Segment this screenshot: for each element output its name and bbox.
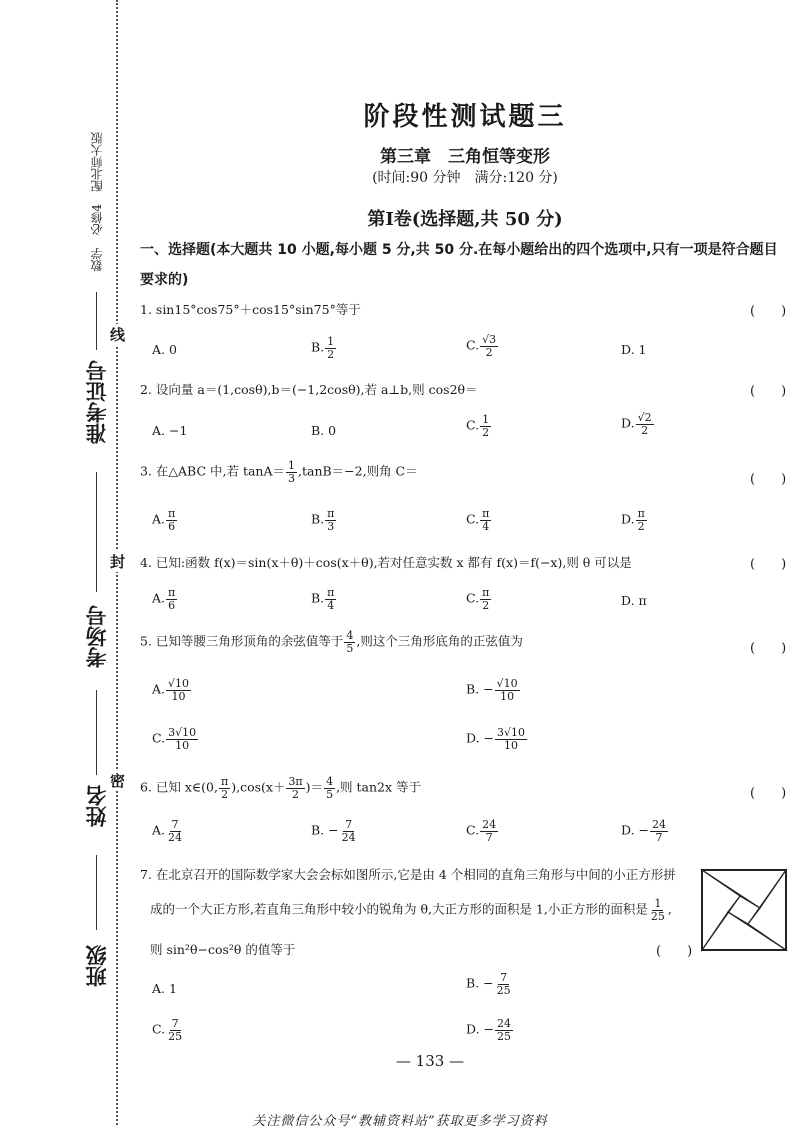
seal-mark-line: 线 bbox=[110, 326, 126, 344]
q7-stem-line1: 7. 在北京召开的国际数学家大会会标如图所示,它是由 4 个相同的直角三角形与中间的小正方形拼 bbox=[140, 867, 676, 882]
page-number: — 133 — bbox=[395, 1052, 465, 1070]
inner-square bbox=[728, 896, 760, 924]
q5-option-a: A. $\frac{√10}{10}$ bbox=[152, 677, 190, 703]
q1-answer-paren: ( ) bbox=[750, 304, 787, 319]
q6-option-c: C. $\frac{24}{7}$ bbox=[466, 818, 497, 844]
q3-option-d: D. $\frac{\pi}{2}$ bbox=[621, 507, 645, 533]
q7-option-d: D. − $\frac{24}{25}$ bbox=[466, 1017, 511, 1043]
q7-option-a: A. 1 bbox=[152, 981, 177, 996]
q6-option-b: B. − $\frac{7}{24}$ bbox=[311, 818, 356, 844]
q4-answer-paren: ( ) bbox=[750, 557, 787, 572]
q3-option-b: B. $\frac{\pi}{3}$ bbox=[311, 507, 335, 533]
q3-option-c: C. $\frac{\pi}{4}$ bbox=[466, 507, 490, 533]
seal-mark-secret: 密 bbox=[110, 772, 126, 790]
field-line-4 bbox=[96, 855, 97, 930]
q4-option-b: B. $\frac{\pi}{4}$ bbox=[311, 586, 335, 612]
q7-answer-paren: ( ) bbox=[656, 944, 693, 959]
q5-option-d: D. − $\frac{3√10}{10}$ bbox=[466, 726, 526, 752]
volume-heading: 第Ⅰ卷(选择题,共 50 分) bbox=[367, 209, 563, 230]
triangle-1 bbox=[702, 870, 786, 908]
q6-option-a: A. $\frac{7}{24}$ bbox=[152, 818, 183, 844]
page-title: 阶段性测试题三 bbox=[363, 102, 567, 132]
q5-answer-paren: ( ) bbox=[750, 641, 787, 656]
q7-option-b: B. − $\frac{7}{25}$ bbox=[466, 971, 511, 997]
q1-option-a: A. 0 bbox=[152, 342, 177, 357]
q1-option-b: B. $\frac{1}{2}$ bbox=[311, 335, 335, 361]
q1-option-d: D. 1 bbox=[621, 342, 647, 357]
exam-room-label: 考场号 bbox=[85, 605, 109, 668]
q7-pinwheel-figure bbox=[700, 868, 790, 954]
q6-stem: 6. 已知 x∈(0, $\frac{\pi}{2}$ ),cos(x＋ $\frac{3\pi}{2}$ )＝ $\frac{4}{5}$ ,则 tan2x 等于 bbox=[140, 775, 422, 801]
q6-answer-paren: ( ) bbox=[750, 786, 787, 801]
q2-option-d: D. $\frac{√2}{2}$ bbox=[621, 411, 652, 437]
q4-option-d: D. π bbox=[621, 593, 647, 608]
q2-option-a: A. −1 bbox=[152, 423, 188, 438]
q3-stem: 3. 在△ABC 中,若 tanA＝ $\frac{1}{3}$ ,tanB＝−2,则角 C＝ bbox=[140, 459, 418, 485]
q5-option-b: B. − $\frac{√10}{10}$ bbox=[466, 677, 518, 703]
q4-stem: 4. 已知:函数 f(x)＝sin(x＋θ)＋cos(x＋θ),若对任意实数 x 都有 f(x)＝f(−x),则 θ 可以是 bbox=[140, 555, 632, 570]
class-label: 班级 bbox=[85, 945, 109, 987]
q7-stem-line2: 成的一个大正方形,若直角三角形中较小的锐角为 θ,大正方形的面积是 1,小正方形的面积是 $\frac{1}{25}$ , bbox=[150, 897, 672, 923]
q4-option-c: C. $\frac{\pi}{2}$ bbox=[466, 586, 490, 612]
triangle-3 bbox=[702, 912, 786, 950]
q7-option-c: C. $\frac{7}{25}$ bbox=[152, 1017, 183, 1043]
q6-option-d: D. − $\frac{24}{7}$ bbox=[621, 818, 666, 844]
exam-number-label: 准考证号 bbox=[85, 360, 109, 444]
q2-option-b: B. 0 bbox=[311, 423, 337, 438]
chapter-title: 第三章 三角恒等变形 bbox=[380, 147, 550, 167]
field-line-3 bbox=[96, 690, 97, 775]
q1-stem: 1. sin15°cos75°＋cos15°sin75°等于 bbox=[140, 302, 361, 317]
field-line-2 bbox=[96, 472, 97, 592]
q1-option-c: C. $\frac{√3}{2}$ bbox=[466, 333, 497, 359]
section-intro: 一、选择题(本大题共 10 小题,每小题 5 分,共 50 分.在每小题给出的四个选项中,只有一项是符合题目要求的) bbox=[140, 242, 778, 288]
q2-stem: 2. 设向量 a＝(1,cosθ),b＝(−1,2cosθ),若 a⊥b,则 cos2θ＝ bbox=[140, 382, 478, 397]
q2-option-c: C. $\frac{1}{2}$ bbox=[466, 413, 490, 439]
q3-answer-paren: ( ) bbox=[750, 472, 787, 487]
seal-mark-seal: 封 bbox=[110, 553, 126, 571]
footer-promo: 关注微信公众号“教辅资料站”获取更多学习资料 bbox=[252, 1114, 548, 1129]
time-info: (时间:90 分钟 满分:120 分) bbox=[372, 170, 558, 186]
name-label: 姓名 bbox=[85, 785, 109, 827]
field-line-1 bbox=[96, 292, 97, 350]
q7-stem-line3: 则 sin²θ−cos²θ 的值等于 bbox=[150, 942, 296, 957]
q5-option-c: C. $\frac{3√10}{10}$ bbox=[152, 726, 197, 752]
q4-option-a: A. $\frac{\pi}{6}$ bbox=[152, 586, 176, 612]
book-info: 数学 必修4 配北师大版 bbox=[90, 132, 104, 272]
q2-answer-paren: ( ) bbox=[750, 384, 787, 399]
q3-option-a: A. $\frac{\pi}{6}$ bbox=[152, 507, 176, 533]
q5-stem: 5. 已知等腰三角形顶角的余弦值等于 $\frac{4}{5}$ ,则这个三角形底角的正弦值为 bbox=[140, 629, 523, 655]
